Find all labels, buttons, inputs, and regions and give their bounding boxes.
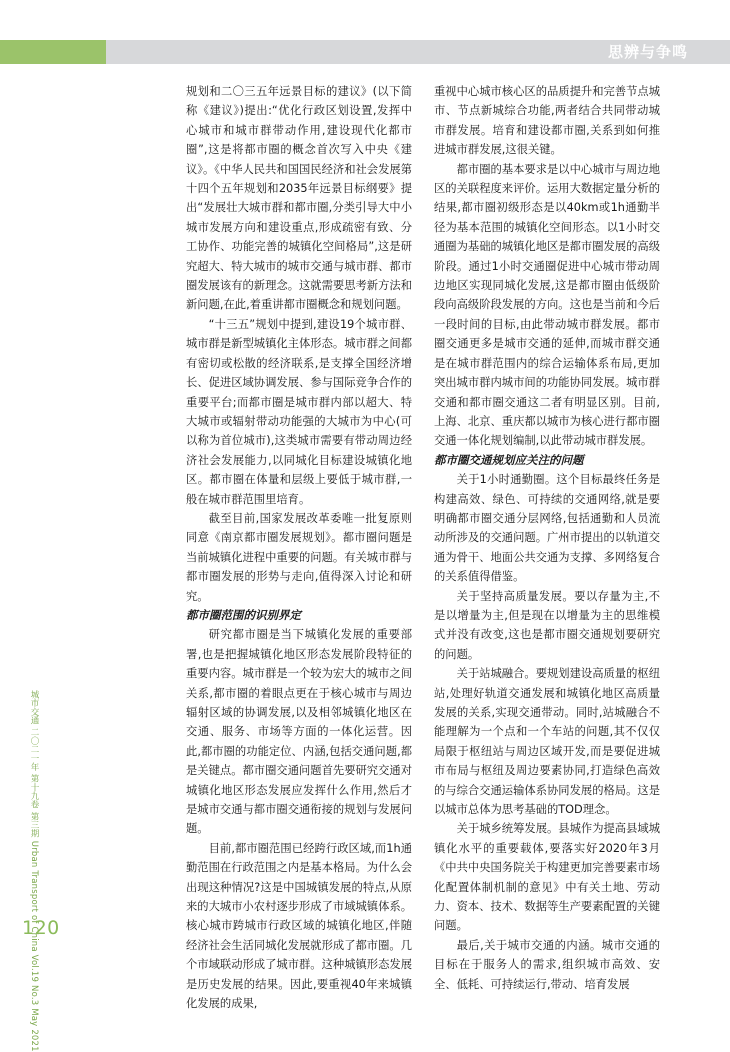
- body-paragraph: 关于站城融合。要规划建设高质量的枢纽站,处理好轨道交通发展和城镇化地区高质量发展的关系,实现交通带动。同时,站城融合不能理解为一个点和一个车站的问题,其不仅仅局限于枢纽站与周边区域开发,而是要促进城市布局与枢纽及周边要素协同,打造绿色高效的与综合交通运输体系协同发展的格局。这是以城市总体为思考基础的TOD理念。: [434, 667, 660, 817]
- left-text-column: [186, 82, 412, 1014]
- page-number: 120: [22, 917, 60, 939]
- body-paragraph: 规划和二〇三五年远景目标的建议》(以下简称《建议》)提出:“优化行政区划设置,发挥中心城市和城市群带动作用,建设现代化都市圈”,这是将都市圈的概念首次写入中央《建议》。《中华人民共和国国民经济和社会发展第十四个五年规划和2035年远景目标纲要》提出“发展壮大城市群和都市圈,分类引导大中小城市发展方向和建设重点,形成疏密有致、分工协作、功能完善的城镇化空间格局”,这是研究超大、特大城市的城市交通与城市群、都市圈发展该有的新理念。这就需要思考新方法和新问题,在此,着重讲都市圈概念和规划问题。: [186, 85, 412, 312]
- section-heading: 都市圈范围的识别界定: [186, 607, 301, 622]
- right-text-column: [434, 82, 660, 994]
- body-paragraph: 关于城乡统筹发展。县城作为提高县域城镇化水平的重要载体,要落实好2020年3月《中共中央国务院关于构建更加完善要素市场化配置体制机制的意见》中有关土地、劳动力、资本、技术、数据等生产要素配置的关键问题。: [434, 822, 660, 933]
- journal-info: 城市交通 二〇二一年 第十九卷 第三期 Urban Transport of China Vol.19 No.3 May 2021: [29, 690, 39, 1052]
- body-paragraph: 研究都市圈是当下城镇化发展的重要部署,也是把握城镇化地区形态发展阶段特征的重要内容。城市群是一个较为宏大的城市之间关系,都市圈的着眼点更在于核心城市与周边辐射区域的协调发展,以及相邻城镇化地区在交通、服务、市场等方面的一体化运营。因此,都市圈的功能定位、内涵,包括交通问题,都是关键点。都市圈交通问题首先要研究交通对城镇化地区形态发展应发挥什么作用,然后才是城市交通与都市圈交通衔接的规划与发展问题。: [186, 628, 412, 836]
- body-paragraph: 重视中心城市核心区的品质提升和完善节点城市、节点新城综合功能,两者结合共同带动城市群发展。培育和建设都市圈,关系到如何推进城市群发展,这很关键。: [434, 85, 660, 157]
- body-paragraph: 都市圈的基本要求是以中心城市与周边地区的关联程度来评价。运用大数据定量分析的结果,都市圈初级形态是以40km或1h通勤半径为基本范围的城镇化空间形态。以1小时交通圈为基础的城镇化地区是都市圈发展的高级阶段。通过1小时交通圈促进中心城市带动周边地区实现同城化发展,这是都市圈由低级阶段向高级阶段发展的方向。这也是当前和今后一段时间的目标,由此带动城市群发展。都市圈交通更多是城市交通的延伸,而城市群交通是在城市群范围内的综合运输体系布局,更加突出城市群内城市间的功能协同发展。城市群交通和都市圈交通这二者有明显区别。目前,上海、北京、重庆都以城市为核心进行都市圈交通一体化规划编制,以此带动城市群发展。: [434, 162, 660, 448]
- section-title: 思辨与争鸣: [607, 43, 688, 61]
- body-paragraph: 截至目前,国家发展改革委唯一批复原则同意《南京都市圈发展规划》。都市圈问题是当前城镇化进程中重要的问题。有关城市群与都市圈发展的形势与走向,值得深入讨论和研究。: [186, 511, 412, 603]
- body-paragraph: 最后,关于城市交通的内涵。城市交通的目标在于服务人的需求,组织城市高效、安全、低耗、可持续运行,带动、培育发展: [434, 938, 660, 991]
- section-heading: 都市圈交通规划应关注的问题: [434, 452, 584, 467]
- body-paragraph: 目前,都市圈范围已经跨行政区域,而1h通勤范围在行政范围之内是基本格局。为什么会出现这种情况?这是中国城镇发展的特点,从原来的大城市小农村逐步形成了市域城镇体系。核心城市跨城市行政区域的城镇化地区,伴随经济社会生活同城化发展就形成了都市圈。几个市域联动形成了城市群。这种城镇形态发展是历史发展的结果。因此,要重视40年来城镇化发展的成果,: [186, 841, 412, 1011]
- body-paragraph: 关于坚持高质量发展。要以存量为主,不是以增量为主,但是现在以增量为主的思维模式并没有改变,这也是都市圈交通规划要研究的问题。: [434, 589, 660, 661]
- header-accent-block: [0, 40, 106, 64]
- body-paragraph: 关于1小时通勤圈。这个目标最终任务是构建高效、绿色、可持续的交通网络,就是要明确都市圈交通分层网络,包括通勤和人员流动所涉及的交通问题。广州市提出的以轨道交通为骨干、地面公共交通为支撑、多网络复合的关系值得借鉴。: [434, 473, 660, 584]
- body-paragraph: “十三五”规划中提到,建设19个城市群、城市群是新型城镇化主体形态。城市群之间都有密切或松散的经济联系,是支撑全国经济增长、促进区域协调发展、参与国际竞争合作的重要平台;而都市圈是城市群内部以超大、特大城市或辐射带动功能强的大城市为中心(可以称为首位城市),这类城市需要有带动周边经济社会发展能力,以同城化目标建设城镇化地区。都市圈在体量和层级上要低于城市群,一般在城市群范围里培育。: [186, 317, 412, 506]
